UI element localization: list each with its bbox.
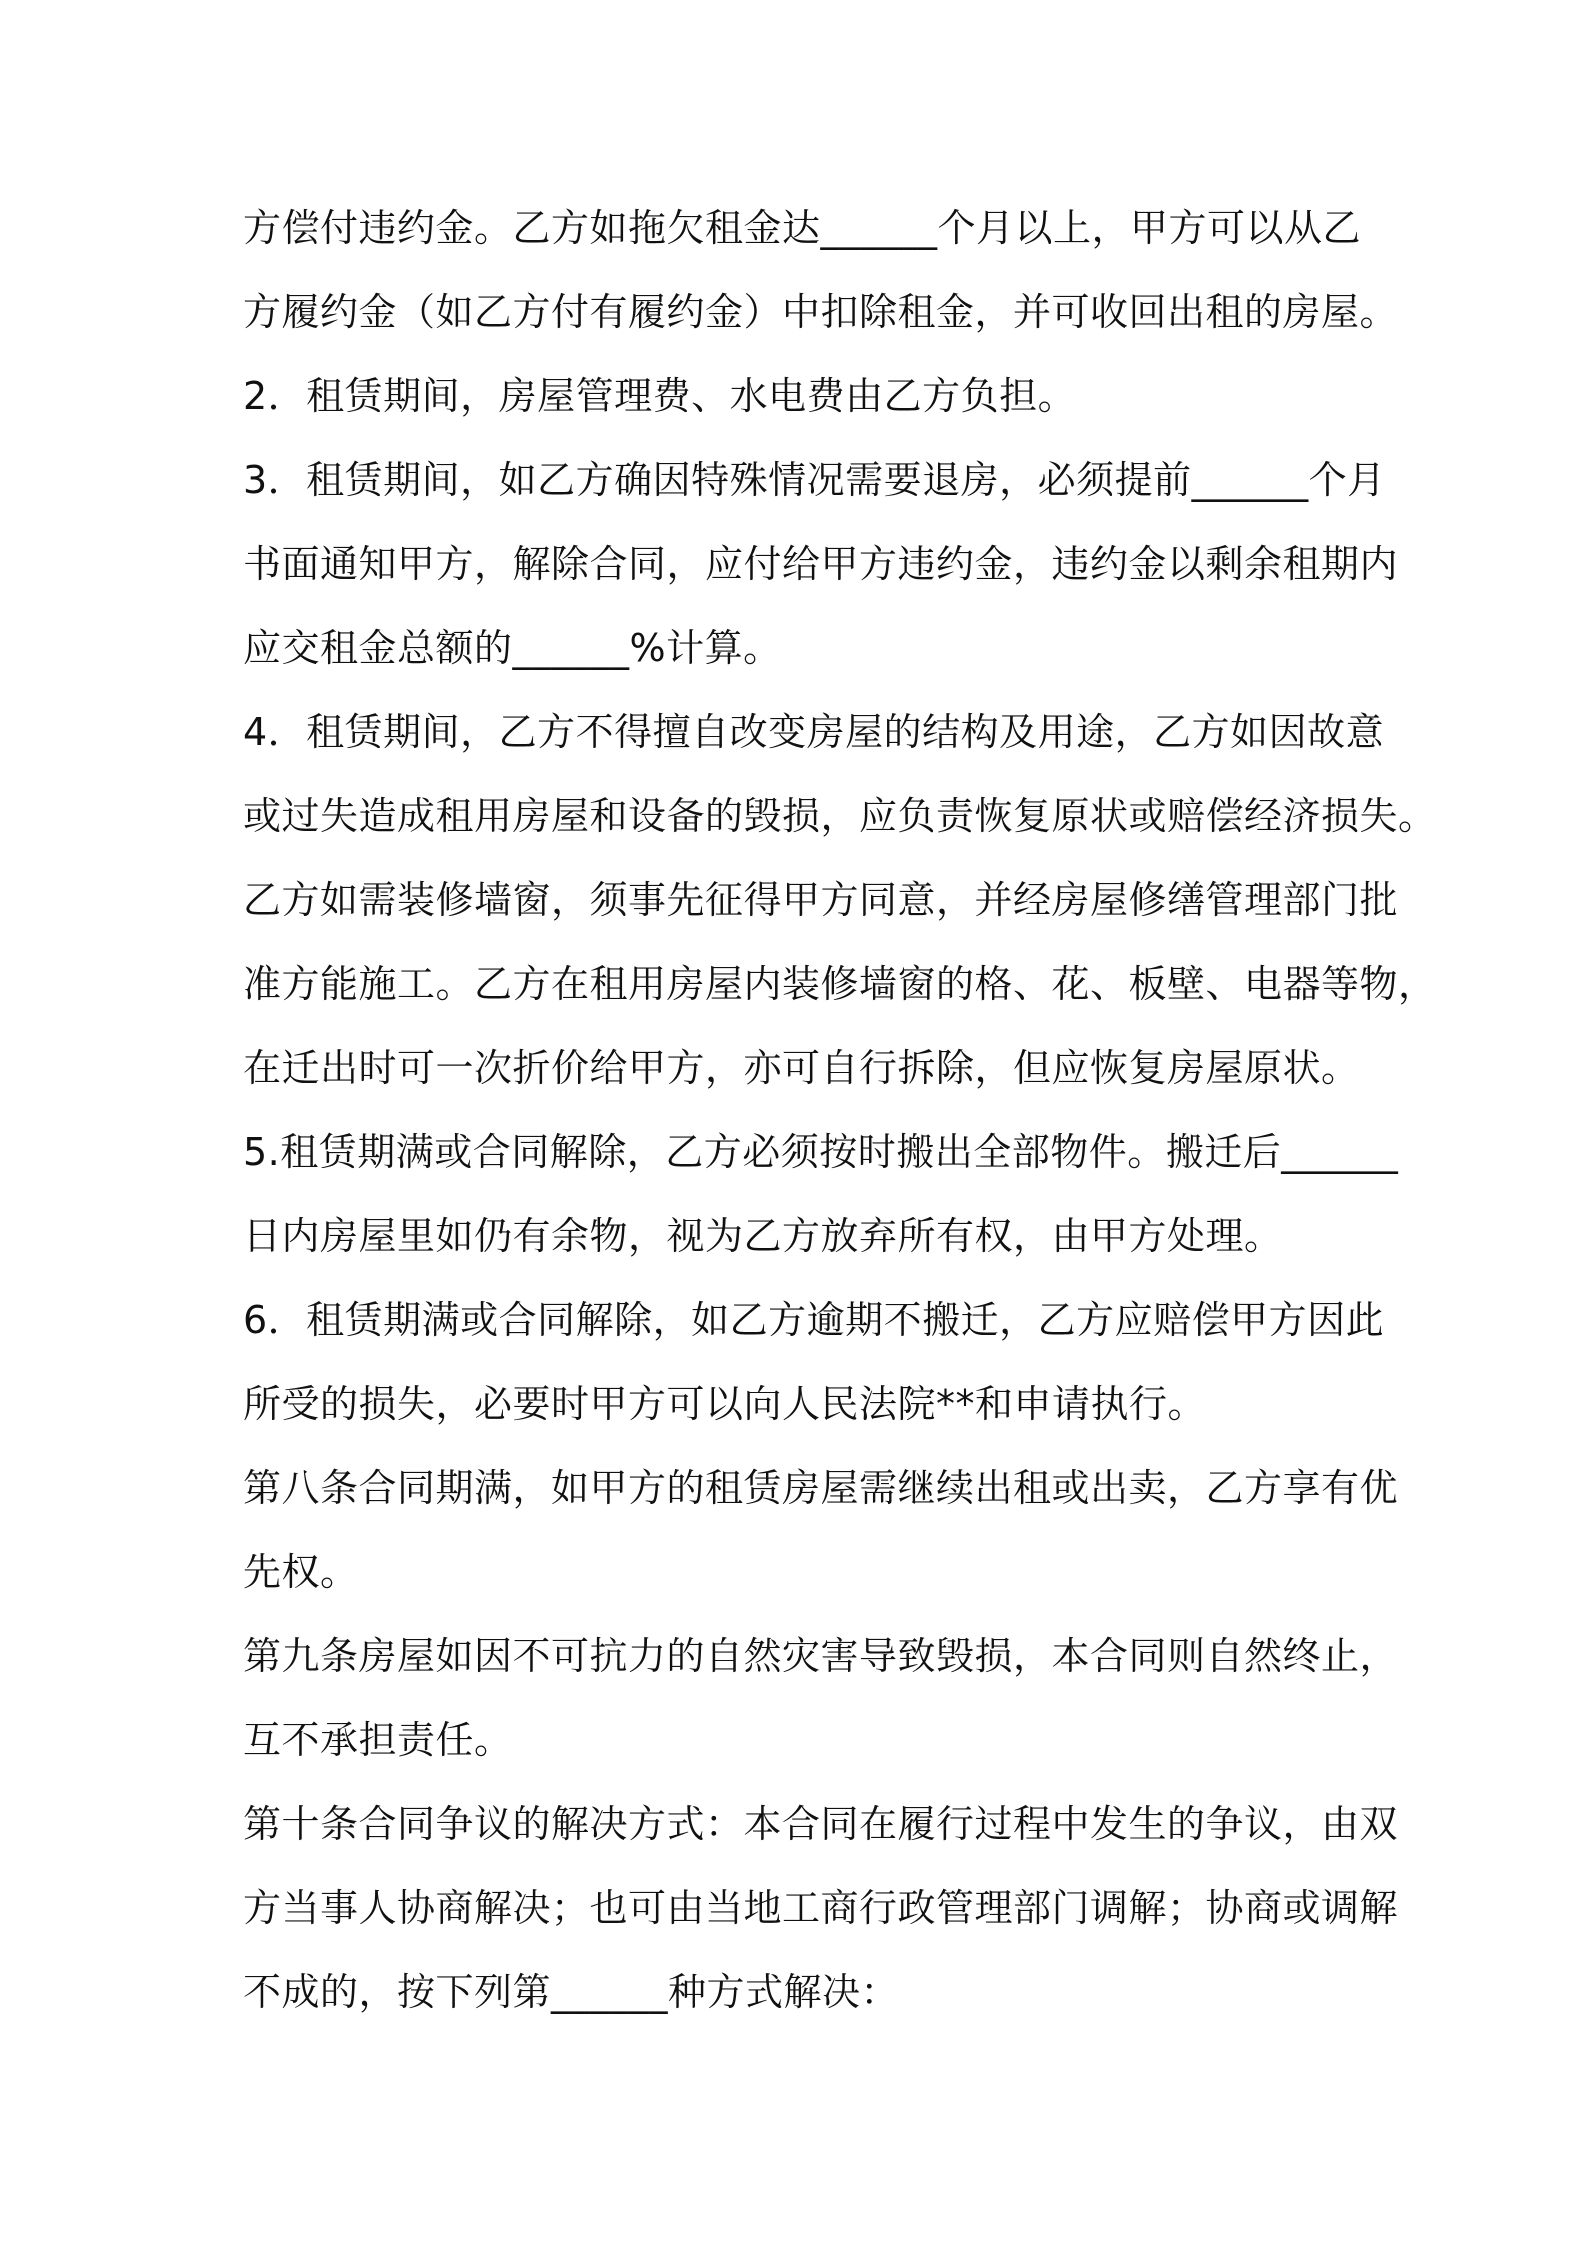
text-line: 第九条房屋如因不可抗力的自然灾害导致毁损，本合同则自然终止， xyxy=(243,1634,1399,1678)
text-line: 所受的损失，必要时甲方可以向人民法院**和申请执行。 xyxy=(243,1382,1207,1426)
text-line: 或过失造成租用房屋和设备的毁损，应负责恢复原状或赔偿经济损失。 xyxy=(243,794,1437,838)
text-line: 乙方如需装修墙窗，须事先征得甲方同意，并经房屋修缮管理部门批 xyxy=(243,878,1399,922)
text-line: 2．租赁期间，房屋管理费、水电费由乙方负担。 xyxy=(243,374,1077,418)
text-line: 先权。 xyxy=(243,1550,359,1594)
contract-text xyxy=(243,198,1437,2046)
text-line: 3．租赁期间，如乙方确因特殊情况需要退房，必须提前______个月 xyxy=(243,458,1386,502)
text-line: 应交租金总额的______%计算。 xyxy=(243,626,782,670)
text-line: 第十条合同争议的解决方式：本合同在履行过程中发生的争议，由双 xyxy=(243,1802,1399,1846)
text-line: 6．租赁期满或合同解除，如乙方逾期不搬迁，乙方应赔偿甲方因此 xyxy=(243,1298,1385,1342)
text-line: 4．租赁期间，乙方不得擅自改变房屋的结构及用途，乙方如因故意 xyxy=(243,710,1385,754)
text-line: 在迁出时可一次折价给甲方，亦可自行拆除，但应恢复房屋原状。 xyxy=(243,1046,1360,1090)
text-line: 日内房屋里如仍有余物，视为乙方放弃所有权，由甲方处理。 xyxy=(243,1214,1283,1258)
text-line: 互不承担责任。 xyxy=(243,1718,513,1762)
text-line: 不成的，按下列第______种方式解决： xyxy=(243,1970,900,2014)
text-line: 方履约金（如乙方付有履约金）中扣除租金，并可收回出租的房屋。 xyxy=(243,290,1399,334)
text-line: 第八条合同期满，如甲方的租赁房屋需继续出租或出卖，乙方享有优 xyxy=(243,1466,1399,1510)
text-line: 书面通知甲方，解除合同，应付给甲方违约金，违约金以剩余租期内 xyxy=(243,542,1399,586)
text-line: 方当事人协商解决；也可由当地工商行政管理部门调解；协商或调解 xyxy=(243,1886,1399,1930)
text-line: 准方能施工。乙方在租用房屋内装修墙窗的格、花、板壁、电器等物， xyxy=(243,962,1437,1006)
text-line: 5.租赁期满或合同解除，乙方必须按时搬出全部物件。搬迁后______ xyxy=(243,1130,1399,1174)
text-line: 方偿付违约金。乙方如拖欠租金达______个月以上，甲方可以从乙 xyxy=(243,206,1362,250)
